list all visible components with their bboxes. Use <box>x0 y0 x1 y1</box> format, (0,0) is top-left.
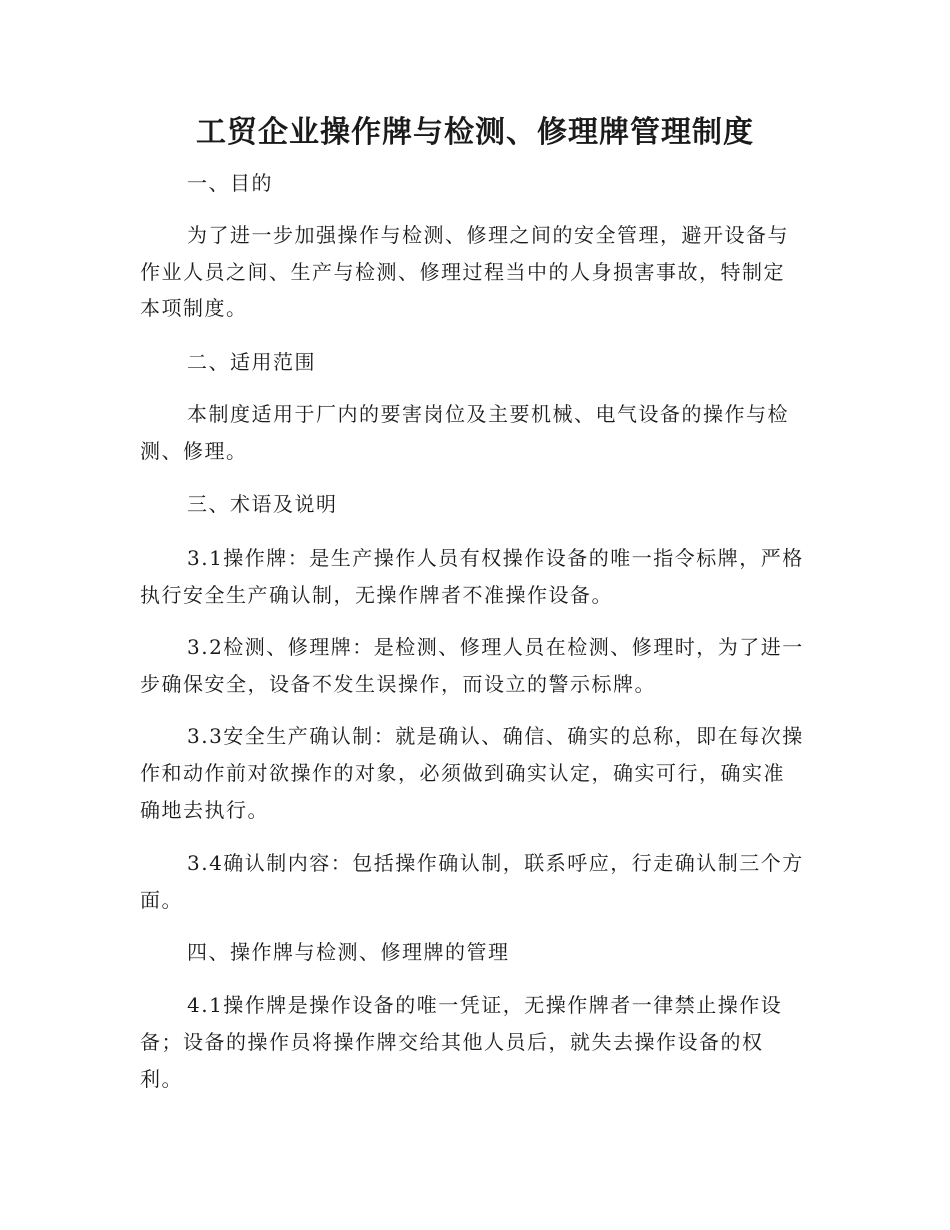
section-heading-terms: 三、术语及说明 <box>187 492 338 516</box>
paragraph-line: 3.3安全生产确认制：就是确认、确信、确实的总称，即在每次操 <box>187 724 804 748</box>
section-heading-scope: 二、适用范围 <box>187 350 316 374</box>
paragraph-line: 备；设备的操作员将操作牌交给其他人员后，就失去操作设备的权 <box>140 1030 764 1054</box>
document-title: 工贸企业操作牌与检测、修理牌管理制度 <box>196 115 754 150</box>
paragraph-line: 本项制度。 <box>140 296 248 320</box>
section-heading-purpose: 一、目的 <box>187 171 273 195</box>
paragraph-line: 确地去执行。 <box>140 798 269 822</box>
paragraph-line: 面。 <box>140 888 183 912</box>
paragraph-line: 3.4确认制内容：包括操作确认制，联系呼应，行走确认制三个方 <box>187 851 804 875</box>
paragraph-line: 测、修理。 <box>140 439 248 463</box>
paragraph-line: 执行安全生产确认制，无操作牌者不准操作设备。 <box>140 583 613 607</box>
paragraph-line: 3.2检测、修理牌：是检测、修理人员在检测、修理时，为了进一 <box>187 635 804 659</box>
paragraph-line: 4.1操作牌是操作设备的唯一凭证，无操作牌者一律禁止操作设 <box>187 993 783 1017</box>
paragraph-line: 步确保安全，设备不发生误操作，而设立的警示标牌。 <box>140 672 656 696</box>
paragraph-line: 为了进一步加强操作与检测、修理之间的安全管理，避开设备与 <box>187 223 789 247</box>
paragraph-line: 作和动作前对欲操作的对象，必须做到确实认定，确实可行，确实准 <box>140 761 785 785</box>
paragraph-line: 3.1操作牌：是生产操作人员有权操作设备的唯一指令标牌，严格 <box>187 546 804 570</box>
paragraph-line: 利。 <box>140 1067 183 1091</box>
paragraph-line: 本制度适用于厂内的要害岗位及主要机械、电气设备的操作与检 <box>187 402 789 426</box>
paragraph-line: 作业人员之间、生产与检测、修理过程当中的人身损害事故，特制定 <box>140 260 785 284</box>
section-heading-management: 四、操作牌与检测、修理牌的管理 <box>187 940 510 964</box>
